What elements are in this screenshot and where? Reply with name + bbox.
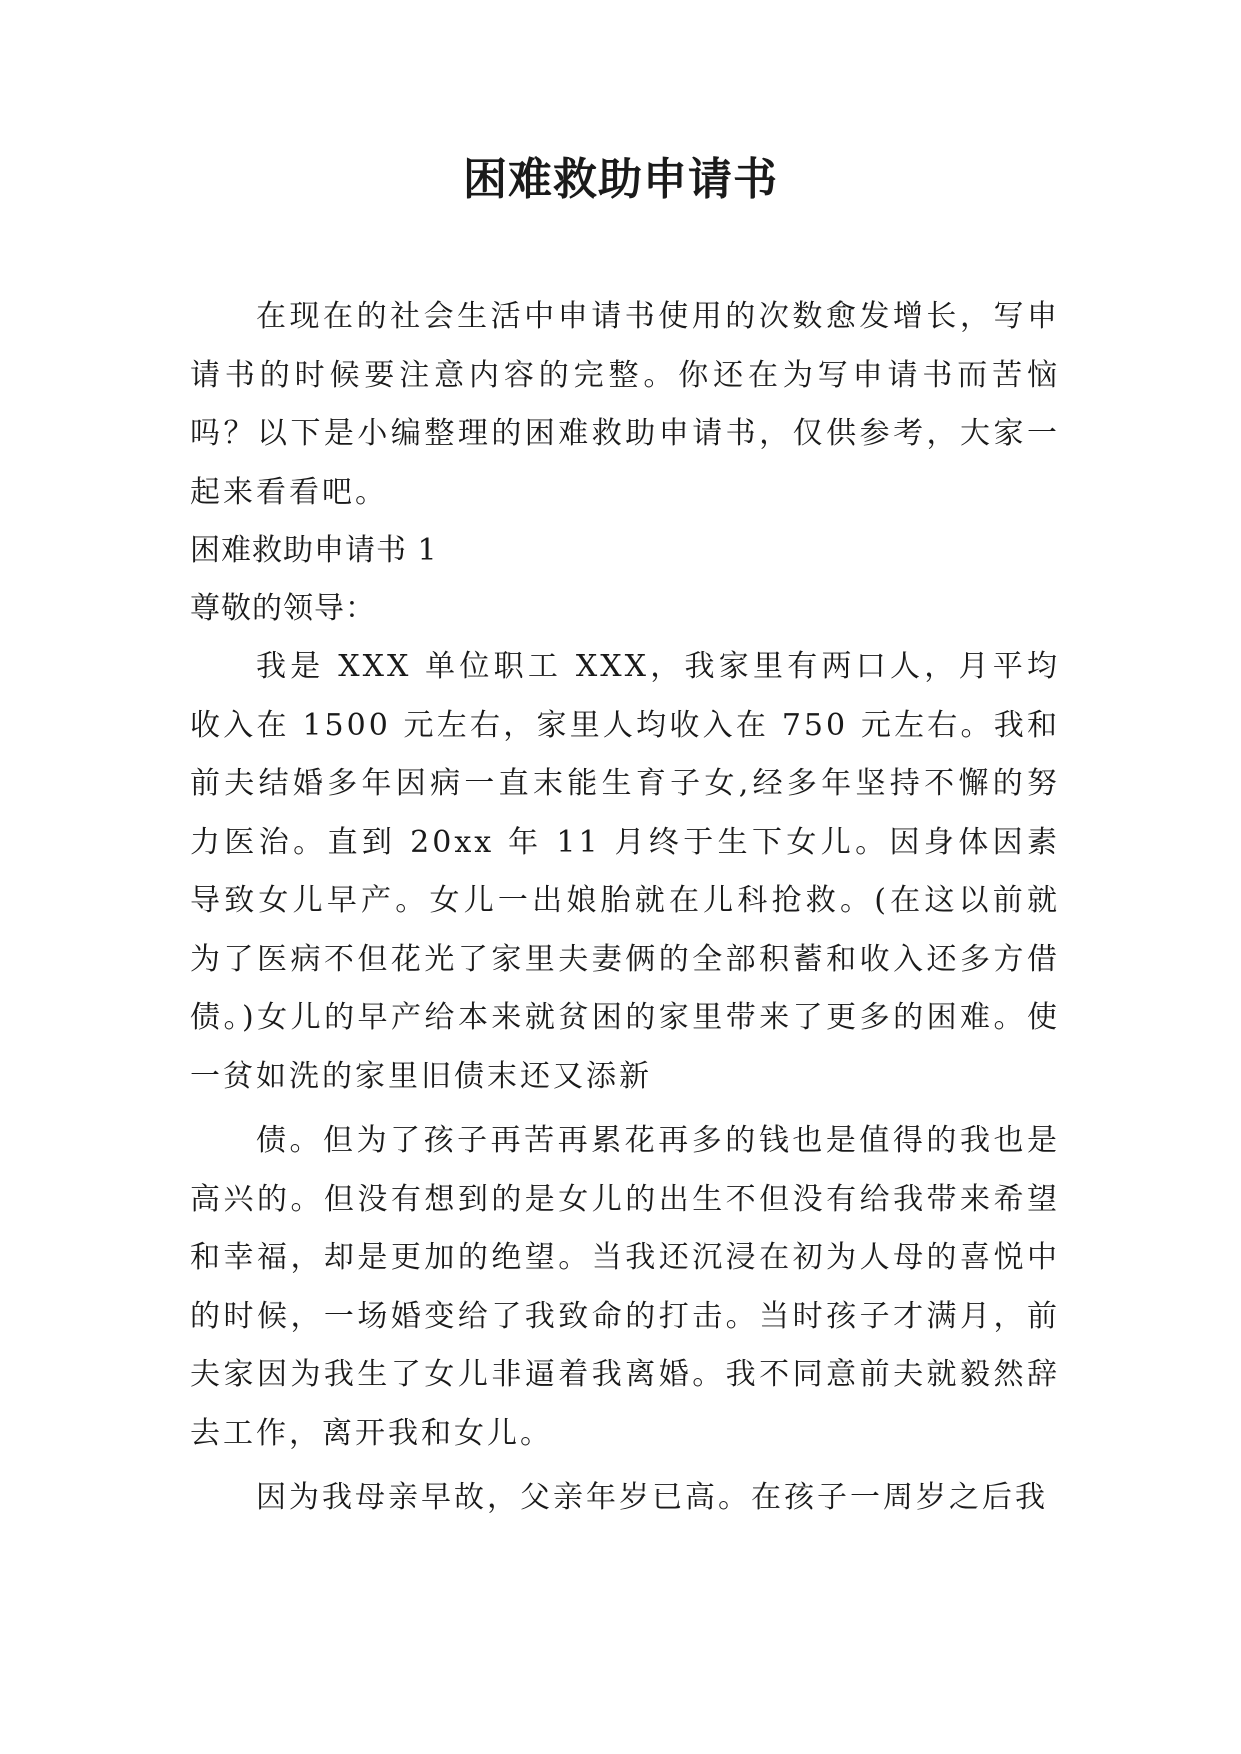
body-paragraph-3: 因为我母亲早故，父亲年岁已高。在孩子一周岁之后我 [256, 1480, 1048, 1515]
body-paragraph-2: 债。但为了孩子再苦再累花再多的钱也是值得的我也是高兴的。但没有想到的是女儿的出生不但没有给我带来希望和幸福，却是更加的绝望。当我还沉浸在初为人母的喜悦中的时候，一场婚变给了我致命的打击。当时孩子才满月，前夫家因为我生了女儿非逼着我离婚。我不同意前夫就毅然辞去工作，离开我和女儿。 [190, 1123, 1060, 1451]
document-body [190, 288, 1060, 1528]
body-paragraph-1: 我是 XXX 单位职工 XXX，我家里有两口人，月平均收入在 1500 元左右，家里人均收入在 750 元左右。我和前夫结婚多年因病一直末能生育子女,经多年坚持不懈的努力医治。直到 20xx 年 11 月终于生下女儿。因身体因素导致女儿早产。女儿一出娘胎就在儿科抢救。(在这以前就为了医病不但花光了家里夫妻俩的全部积蓄和收入还多方借债。)女儿的早产给本来就贫困的家里带来了更多的困难。使一贫如洗的家里旧债末还又添新 [190, 649, 1060, 1094]
intro-paragraph: 在现在的社会生活中申请书使用的次数愈发增长，写申请书的时候要注意内容的完整。你还在为写申请书而苦恼吗？以下是小编整理的困难救助申请书，仅供参考，大家一起来看看吧。 [190, 299, 1060, 510]
document-title: 困难救助申请书 [463, 154, 778, 205]
section-heading: 困难救助申请书 1 [190, 533, 438, 568]
salutation: 尊敬的领导： [190, 591, 376, 626]
